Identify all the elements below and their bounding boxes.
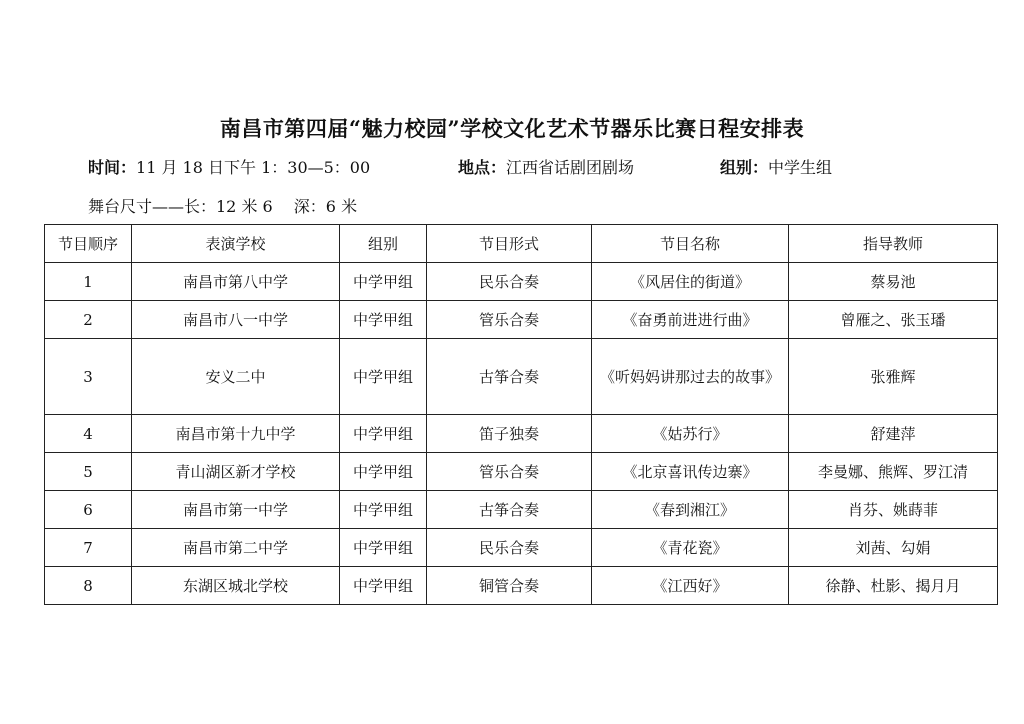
cell-group: 中学甲组 [340,491,427,529]
cell-program-name: 《青花瓷》 [592,529,789,567]
place-value: 江西省话剧团剧场 [506,158,635,177]
cell-school: 南昌市第八中学 [132,263,340,301]
cell-teacher: 曾雁之、张玉璠 [789,301,998,339]
place-label: 地点： [458,158,507,177]
stage-size-line: 舞台尺寸——长：12 米 6 深：6 米 [88,197,358,216]
cell-teacher: 徐静、杜影、揭月月 [789,567,998,605]
cell-school: 青山湖区新才学校 [132,453,340,491]
cell-form: 笛子独奏 [427,415,592,453]
cell-group: 中学甲组 [340,567,427,605]
cell-teacher: 张雅辉 [789,339,998,415]
cell-program-name: 《春到湘江》 [592,491,789,529]
cell-program-name: 《北京喜讯传边寨》 [592,453,789,491]
cell-form: 民乐合奏 [427,263,592,301]
cell-school: 南昌市第二中学 [132,529,340,567]
cell-order: 8 [45,567,132,605]
cell-program-name: 《奋勇前进进行曲》 [592,301,789,339]
table-row [45,567,998,605]
cell-form: 古筝合奏 [427,339,592,415]
cell-form: 古筝合奏 [427,491,592,529]
cell-program-name: 《姑苏行》 [592,415,789,453]
cell-teacher: 李曼娜、熊辉、罗江清 [789,453,998,491]
header-order: 节目顺序 [45,225,132,263]
cell-teacher: 蔡易池 [789,263,998,301]
cell-school: 南昌市八一中学 [132,301,340,339]
time-info [88,155,370,178]
table-row [45,491,998,529]
header-group: 组别 [340,225,427,263]
cell-form: 管乐合奏 [427,301,592,339]
cell-school: 东湖区城北学校 [132,567,340,605]
group-info [720,155,832,178]
cell-order: 2 [45,301,132,339]
cell-group: 中学甲组 [340,301,427,339]
table-row [45,415,998,453]
cell-school: 南昌市第十九中学 [132,415,340,453]
cell-program-name: 《江西好》 [592,567,789,605]
cell-group: 中学甲组 [340,453,427,491]
document-title: 南昌市第四届“魅力校园”学校文化艺术节器乐比赛日程安排表 [219,116,805,141]
header-school: 表演学校 [132,225,340,263]
table-row [45,339,998,415]
cell-group: 中学甲组 [340,415,427,453]
header-program-name: 节目名称 [592,225,789,263]
group-value: 中学生组 [768,158,833,177]
table-row [45,453,998,491]
table-header-row [45,225,998,263]
header-form: 节目形式 [427,225,592,263]
cell-teacher: 刘茜、勾娟 [789,529,998,567]
cell-program-name: 《听妈妈讲那过去的故事》 [592,339,789,415]
cell-program-name: 《风居住的街道》 [592,263,789,301]
cell-teacher: 舒建萍 [789,415,998,453]
schedule-table [44,224,998,605]
cell-school: 安义二中 [132,339,340,415]
group-label: 组别： [720,158,769,177]
cell-order: 3 [45,339,132,415]
cell-form: 民乐合奏 [427,529,592,567]
cell-order: 7 [45,529,132,567]
cell-school: 南昌市第一中学 [132,491,340,529]
cell-form: 管乐合奏 [427,453,592,491]
cell-order: 5 [45,453,132,491]
header-teacher: 指导教师 [789,225,998,263]
cell-group: 中学甲组 [340,263,427,301]
cell-order: 1 [45,263,132,301]
time-value: 11 月 18 日下午 1：30—5：00 [136,158,371,177]
cell-form: 铜管合奏 [427,567,592,605]
place-info [458,155,634,178]
table-row [45,263,998,301]
cell-group: 中学甲组 [340,529,427,567]
time-label: 时间： [88,158,137,177]
table-row [45,529,998,567]
cell-order: 6 [45,491,132,529]
table-row [45,301,998,339]
cell-group: 中学甲组 [340,339,427,415]
cell-teacher: 肖芬、姚蒔菲 [789,491,998,529]
cell-order: 4 [45,415,132,453]
